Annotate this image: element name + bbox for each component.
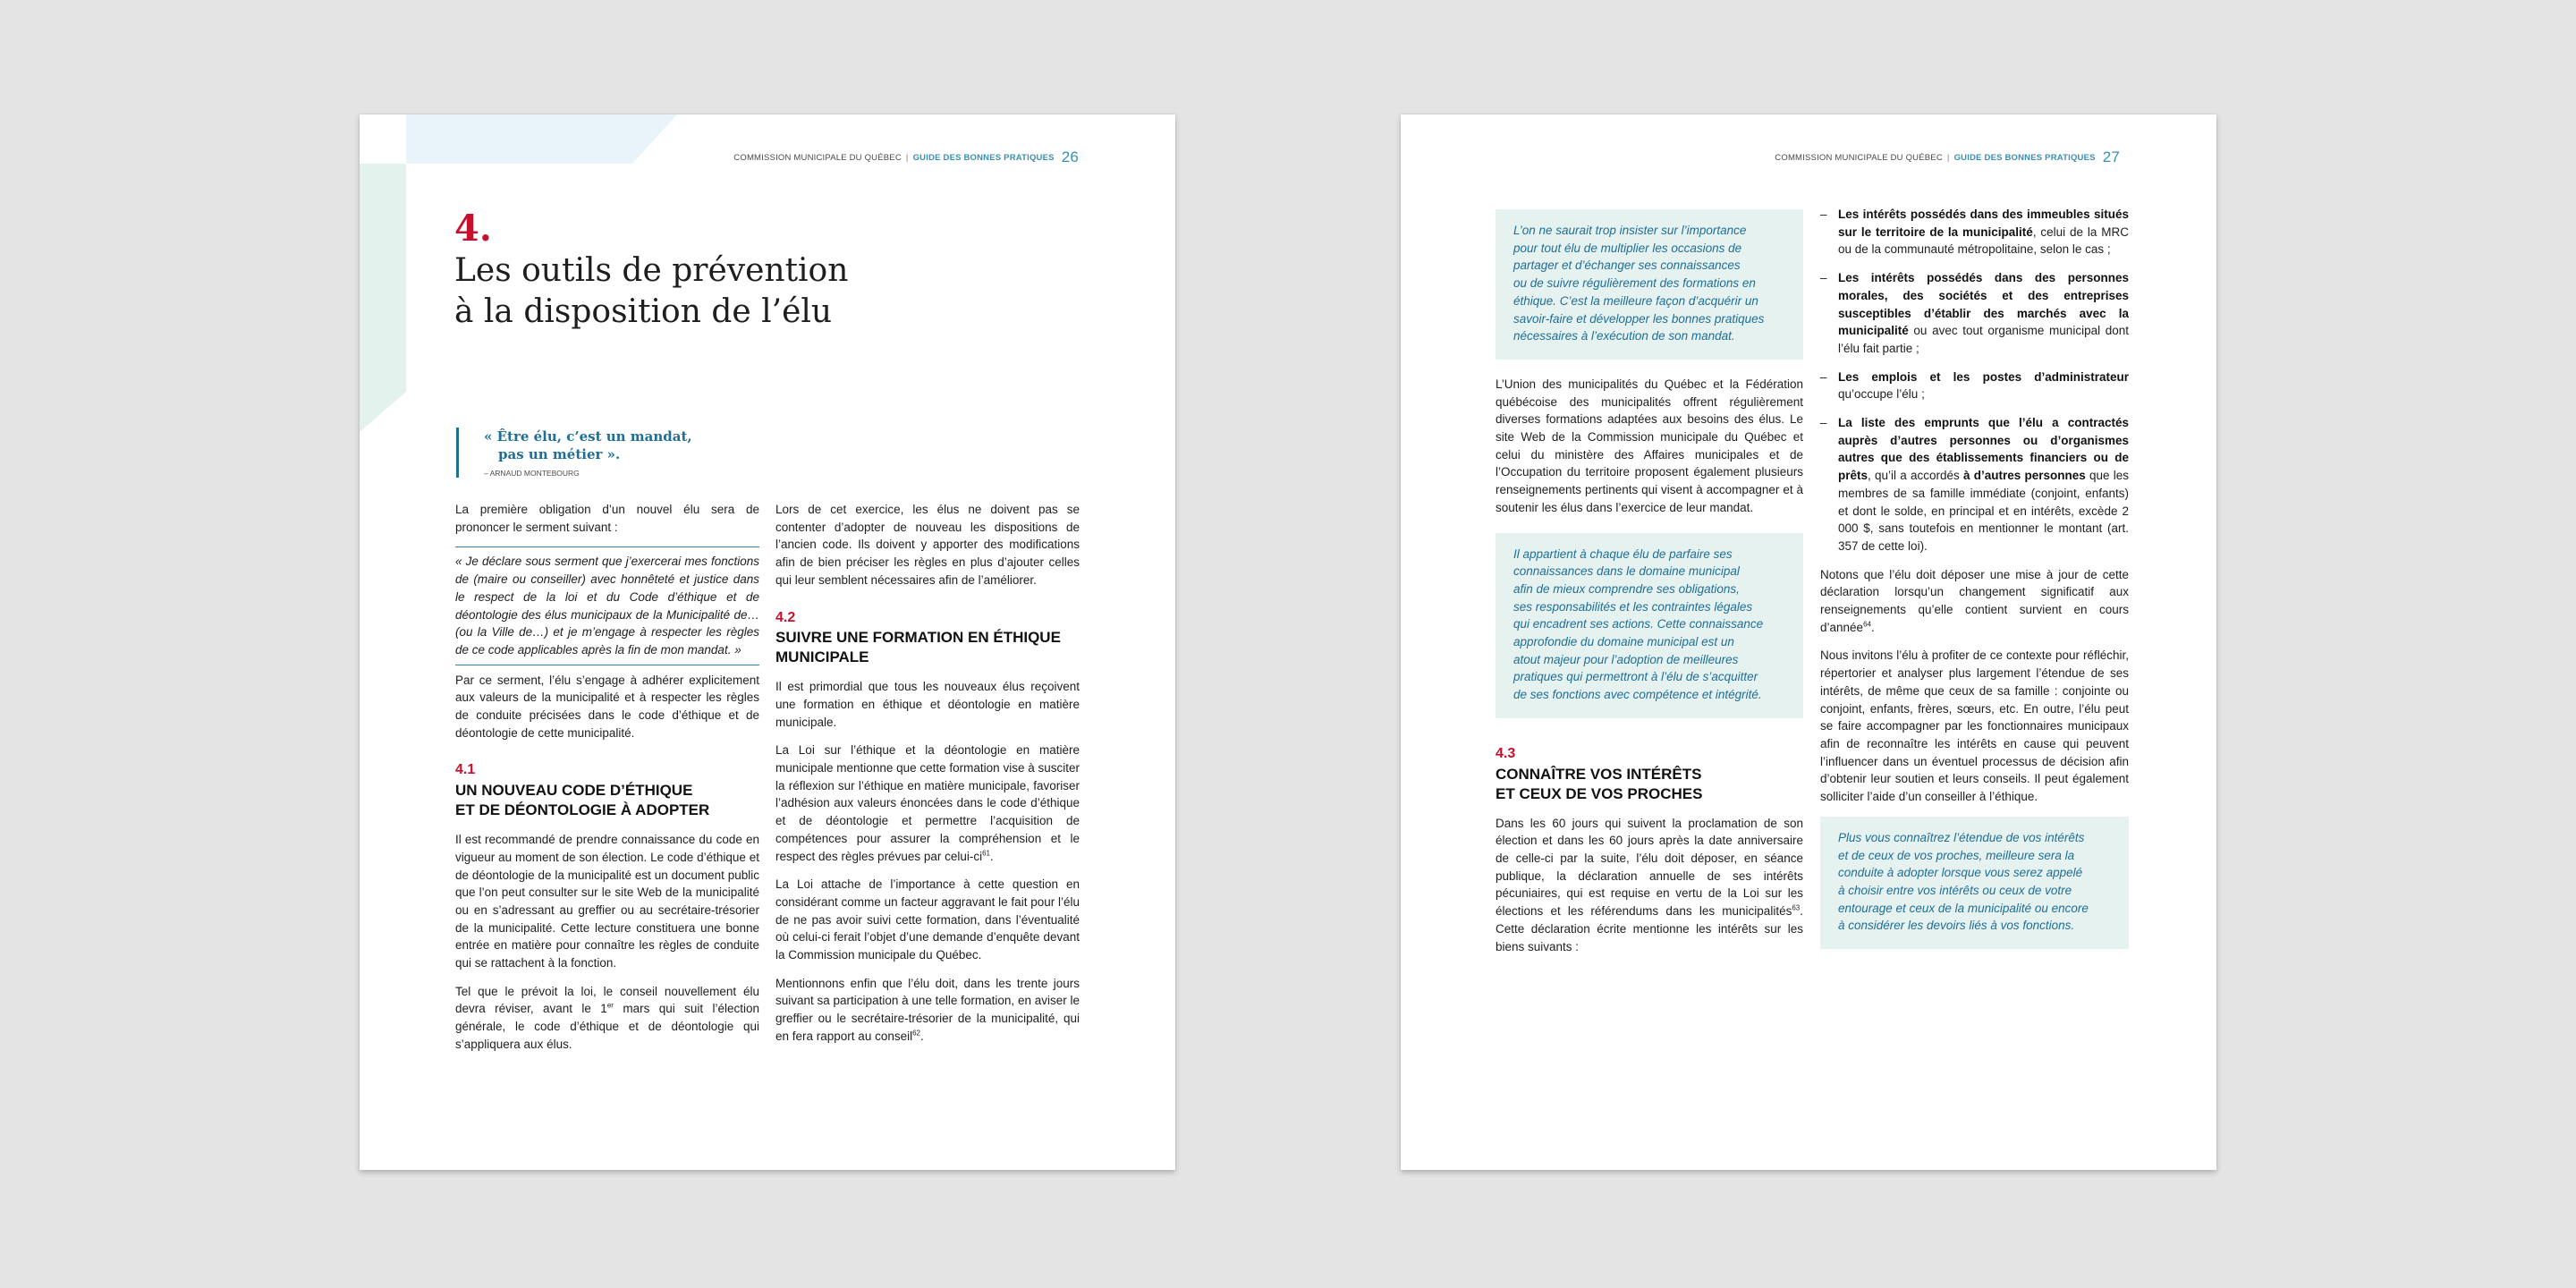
chapter-title: [454, 250, 955, 333]
paragraph-text: . Cette déclaration écrite mentionne les intérêts sur les biens suivants :: [1496, 904, 1803, 953]
epigraph-author: – ARNAUD MONTEBOURG: [484, 469, 580, 478]
callout-line: entourage et ceux de la municipalité ou encore: [1838, 901, 2089, 915]
list-item-bold: La liste des emprunts que l’élu a contractés auprès d’autres personnes ou d’organismes autres que des établissements financiers ou de prêts: [1838, 416, 2129, 483]
paragraph-text: Notons que l’élu doit déposer une mise à jour de cette déclaration lorsqu’un changement significatif aux renseignements qu’elle contient survient en cours d’année: [1820, 567, 2129, 634]
paragraph: Par ce serment, l’élu s’engage à adhérer explicitement aux valeurs de la municipalité et à respecter les règles de conduite précisées dans le code d’éthique et de déontologie de cette municipalité.: [455, 673, 759, 740]
callout-line: qui encadrent ses actions. Cette connaissance: [1513, 617, 1764, 631]
paragraph: [1496, 815, 1803, 956]
list-dash: –: [1820, 416, 1827, 430]
list-item-text: , qu’il a accordés: [1868, 469, 1963, 483]
section-title-line: UN NOUVEAU CODE D’ÉTHIQUE: [455, 782, 693, 800]
running-head-guide: GUIDE DES BONNES PRATIQUES: [1953, 153, 2096, 163]
callout-line: nécessaires à l’exécution de son mandat.: [1513, 329, 1735, 343]
left-page: [360, 114, 1175, 1170]
list-item-bold: Les intérêts possédés dans des personnes morales, des sociétés et des entreprises susceptibles d’établir des marchés avec la municipalité: [1838, 271, 2129, 338]
callout-line: partager et d’échanger ses connaissances: [1513, 258, 1741, 273]
paragraph: Lors de cet exercice, les élus ne doivent pas se contenter d’adopter de nouveau les dispositions de l’ancien code. Ils doivent y apporter des modifications afin de bien préciser les règles en plus d’ajouter celles qui leur semblent nécessaires afin de l’améliorer.: [775, 503, 1080, 587]
section-title: [455, 781, 759, 820]
callout-line: éthique. C’est la meilleure façon d’acquérir un: [1513, 293, 1758, 308]
right-column-2: [1820, 206, 2129, 965]
list-item: [1820, 414, 2129, 555]
callout-line: ses responsabilités et les contraintes légales: [1513, 599, 1753, 614]
callout-line: à choisir entre vos intérêts ou ceux de votre: [1838, 883, 2072, 897]
paragraph: Il est recommandé de prendre connaissance du code en vigueur au moment de son élection. Le code d’éthique et de déontologie de la municipalité est un document public que l’on peut consulter sur le site Web de la municipalité ou en s’adressant au greffier ou au secrétaire-trésorier de la municipalité. Cette lecture constituera une bonne entrée en matière pour connaître les règles de conduite qui se rattachent à la fonction.: [455, 833, 759, 970]
paragraph-text: Mentionnons enfin que l’élu doit, dans les trente jours suivant sa participation à une telle formation, en aviser le greffier ou le secrétaire-trésorier de la municipalité, qui en fera rapport au conseil: [775, 976, 1080, 1043]
paragraph: [455, 983, 759, 1054]
callout-line: savoir-faire et développer les bonnes pratiques: [1513, 311, 1765, 326]
running-head-separator: |: [905, 153, 909, 163]
intro-paragraph: La première obligation d’un nouvel élu sera de prononcer le serment suivant :: [455, 503, 759, 534]
paragraph: L’Union des municipalités du Québec et la Fédération québécoise des municipalités offrent régulièrement diverses formations adaptées aux besoins des élus. Le site Web de la Commission municipale du Québec et celui du ministère des Affaires municipales et de l’Occupation du territoire proposent également plusieurs renseignements pertinents qui visent à accompagner et à soutenir les élus dans l’exercice de leur mandat.: [1496, 377, 1803, 514]
section-title-line: ET DE DÉONTOLOGIE À ADOPTER: [455, 801, 710, 819]
section-number: 4.3: [1496, 745, 1516, 761]
footnote-ref: 63: [1792, 903, 1801, 912]
paragraph-text: Dans les 60 jours qui suivent la proclamation de son élection et dans les 60 jours après la date anniversaire de celle-ci par la suite, l’élu doit déposer, en séance publique, la déclaration annuelle de ses intérêts pécuniaires, qui est requise en vertu de la Loi sur les élections et les référendums dans les municipalités: [1496, 816, 1803, 919]
list-dash: –: [1820, 208, 1827, 221]
callout-line: à considérer les devoirs liés à vos fonctions.: [1838, 919, 2075, 933]
interests-list: [1820, 206, 2129, 555]
section-title-line: CONNAÎTRE VOS INTÉRÊTS: [1496, 765, 1702, 783]
callout-line: Il appartient à chaque élu de parfaire ses: [1513, 547, 1733, 561]
running-head: [1775, 148, 2120, 166]
section-title-line: ET CEUX DE VOS PROCHES: [1496, 784, 1703, 802]
paragraph: Mentionnons enfin que l’élu doit, dans les trente jours suivant sa participation à une telle formation, en aviser le greffier ou le secrétaire-trésorier de la municipalité, qui en fera rapport au conseil$^{62}$.: [775, 976, 1080, 1043]
chapter-number: 4.: [454, 208, 492, 250]
list-item: [1820, 369, 2129, 403]
right-page: [1401, 114, 2216, 1170]
paragraph-text: mars qui suit l’élection générale, le code d’éthique et de déontologie qui s’appliquera aux élus.: [455, 1002, 760, 1051]
section-number: 4.1: [455, 762, 476, 778]
callout-line: Plus vous connaîtrez l’étendue de vos intérêts: [1838, 830, 2085, 844]
running-head-guide: GUIDE DES BONNES PRATIQUES: [912, 153, 1055, 163]
chapter-title-line: à la disposition de l’élu: [454, 293, 833, 330]
list-dash: –: [1820, 271, 1827, 285]
paragraph: Il est primordial que tous les nouveaux élus reçoivent une formation en éthique et déontologie en matière municipale.: [775, 680, 1080, 729]
callout-line: atout majeur pour l’adoption de meilleures: [1513, 652, 1739, 666]
callout-line: afin de mieux comprendre ses obligations,: [1513, 581, 1740, 596]
section-title-line: SUIVRE UNE FORMATION EN ÉTHIQUE: [775, 629, 1061, 647]
paragraph-text: Tel que le prévoit la loi, le conseil nouvellement élu devra réviser, avant le 1: [455, 984, 759, 1016]
list-item-text: qu’occupe l’élu ;: [1838, 387, 1925, 402]
page-number: 27: [2102, 148, 2120, 165]
callout-box: [1496, 209, 1803, 360]
list-item-bold: à d’autres personnes: [1962, 469, 2086, 483]
paragraph: La Loi sur l’éthique et la déontologie en matière municipale mentionne que cette formation vise à susciter la réflexion sur l’éthique en matière municipale, favoriser l’adhésion aux valeurs énoncées dans le code d’éthique et de déontologie et permettre l’acquisition de compétences pour assurer la compréhension et le respect des règles prévues par celui-$ci^{61}$.: [775, 743, 1080, 863]
callout-box: [1496, 533, 1803, 718]
epigraph-quote: [484, 428, 692, 463]
callout-line: conduite à adopter lorsque vous serez appelé: [1838, 866, 2083, 880]
epigraph-line: pas un métier ».: [498, 446, 621, 462]
running-head-separator: |: [1946, 153, 1950, 163]
footnote-ref: 61: [982, 849, 991, 858]
callout-line: ou de suivre régulièrement des formations en: [1513, 276, 1756, 291]
left-column-2: [775, 501, 1080, 1056]
list-item-text: ou avec tout organisme municipal dont l’élu fait partie ;: [1838, 324, 2129, 355]
callout-line: pratiques qui permettront à l’élu de s’acquitter: [1513, 670, 1758, 684]
list-item-bold: Les intérêts possédés dans des immeubles situés sur le territoire de la municipalité: [1838, 208, 2129, 239]
epigraph-line: « Être élu, c’est un mandat,: [484, 428, 692, 445]
callout-line: et de ceux de vos proches, meilleure sera la: [1838, 848, 2075, 862]
page-number: 26: [1061, 148, 1079, 165]
list-item-bold: Les emplois et les postes d’administrateur: [1838, 369, 2129, 384]
list-item: [1820, 206, 2129, 258]
section-title: [1496, 765, 1803, 804]
callout-box: [1820, 817, 2129, 949]
epigraph: [456, 428, 692, 478]
paragraph: Notons que l’élu doit déposer une mise à jour de cette déclaration lorsqu’un changement significatif aux renseignements qu’elle contient survient en cours d’année$^{64}$.: [1820, 567, 2129, 634]
oath-quote: « Je déclare sous serment que j’exercerai mes fonctions de (maire ou conseiller) avec honnêteté et justice dans le respect de la loi et du Code d’éthique et de déontologie des élus municipaux de la Municipalité de… (ou la Ville de…) et je m’engage à respecter les règles de ce code applicables après la fin de mon mandat. »: [455, 547, 759, 665]
section-title: [775, 628, 1080, 667]
list-item: [1820, 269, 2129, 358]
ordinal-superscript: er: [606, 1001, 614, 1010]
right-column-1: [1496, 209, 1803, 966]
section-number: 4.2: [775, 609, 796, 625]
paragraph: La Loi attache de l’importance à cette question en considérant comme un facteur aggravant le fait pour l’élu de ne pas avoir suivi cette formation, dans l’éventualité où celui-ci ferait l’objet d’une demande d’enquête devant la Commission municipale du Québec.: [775, 877, 1080, 962]
footnote-ref: 62: [912, 1029, 921, 1038]
callout-line: de ses fonctions avec compétence et intégrité.: [1513, 688, 1762, 702]
running-head: [733, 148, 1079, 166]
callout-line: L’on ne saurait trop insister sur l’importance: [1513, 224, 1747, 237]
section-title-line: MUNICIPALE: [775, 648, 869, 666]
chapter-title-line: Les outils de prévention: [454, 252, 849, 289]
callout-line: pour tout élu de multiplier les occasions de: [1513, 241, 1742, 255]
paragraph-text: La Loi sur l’éthique et la déontologie en matière municipale mentionne que cette formation vise à susciter la réflexion sur l’éthique en matière municipale, favoriser l’adhésion aux valeurs énoncées dans le code d’éthique et de déontologie et permettre l’acquisition de compétences pour assurer la compréhension et le respect des règles prévues par celui-ci: [775, 743, 1080, 863]
list-dash: –: [1820, 369, 1827, 384]
list-item-text: , celui de la MRC ou de la communauté métropolitaine, selon le cas ;: [1838, 225, 2129, 257]
callout-line: approfondie du domaine municipal est un: [1513, 635, 1734, 649]
running-head-org: COMMISSION MUNICIPALE DU QUÉBEC: [1775, 153, 1943, 163]
left-column-1: [455, 501, 759, 1064]
callout-line: connaissances dans le domaine municipal: [1513, 564, 1740, 579]
list-item-text: que les membres de sa famille immédiate (conjoint, enfants) et dont le solde, en principal et en intérêts, excède 2 000 $, sans toutefois en mentionner le montant (art. 357 de cette loi).: [1838, 469, 2129, 553]
footnote-ref: 64: [1863, 620, 1871, 629]
paragraph: Nous invitons l’élu à profiter de ce contexte pour réfléchir, répertorier et analyser plus largement l’étendue de ses intérêts, de même que ceux de sa famille : conjointe ou conjoint, enfants, frères, sœurs, etc. En outre, l’élu peut se faire accompagner par les fonctionnaires municipaux afin de reconnaître les intérêts en cause qui peuvent l’influencer dans un éventuel processus de décision afin d’obtenir leur soutien et leurs conseils. Il peut également solliciter l’aide d’un conseiller à l’éthique.: [1820, 648, 2129, 804]
running-head-org: COMMISSION MUNICIPALE DU QUÉBEC: [733, 153, 902, 163]
